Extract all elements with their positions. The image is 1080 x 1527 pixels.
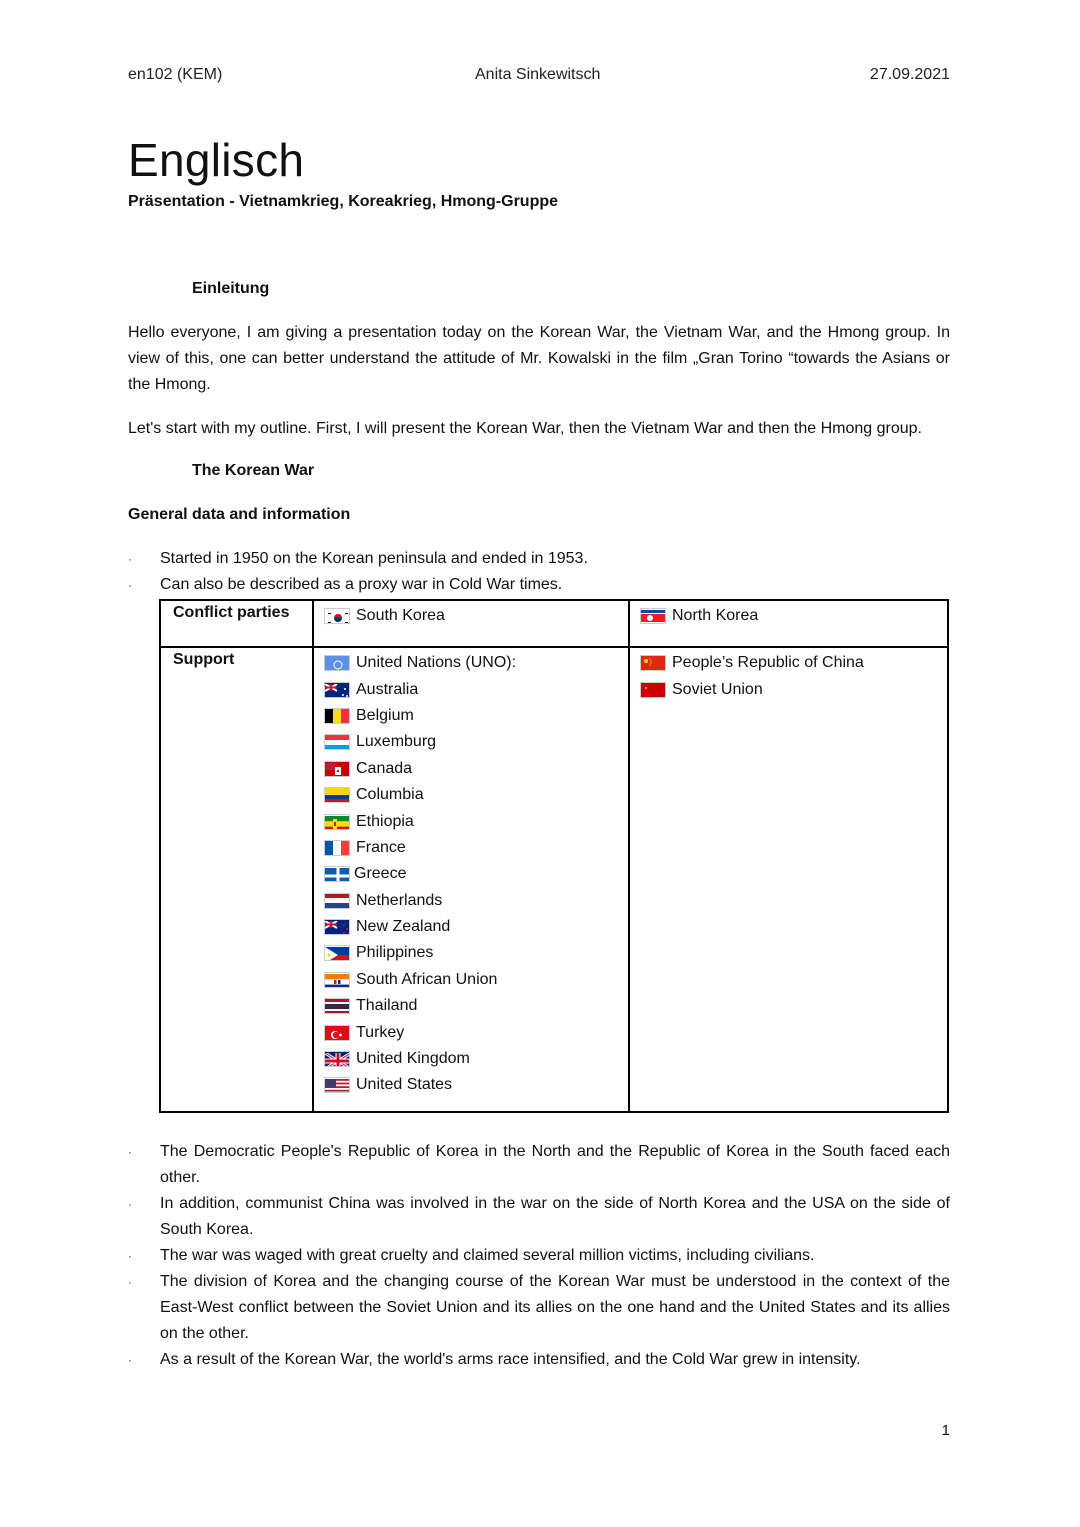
france-flag-icon <box>324 840 350 856</box>
bullet-dot: · <box>128 1197 132 1211</box>
bullet-dot: · <box>128 1275 132 1289</box>
side-a-cell <box>313 600 629 647</box>
list-item: · Started in 1950 on the Korean peninsula and ended in 1953. <box>128 546 950 572</box>
intro-paragraph-2: Let's start with my outline. First, I will present the Korean War, then the Vietnam War and then the Hmong group. <box>128 420 922 437</box>
luxemburg-flag-icon <box>324 734 350 750</box>
philippines-flag-icon <box>324 945 350 961</box>
bullet-dot: · <box>128 1145 132 1159</box>
greece-flag-icon <box>324 866 350 882</box>
united-states-flag-icon <box>324 1077 350 1093</box>
list-item: Ethiopia <box>324 808 628 834</box>
bullet-dot: · <box>128 1353 132 1367</box>
list-item: · In addition, communist China was involved in the war on the side of North Korea and the USA on the side of South Korea. <box>128 1191 950 1243</box>
list-item: Philippines <box>324 940 628 966</box>
ethiopia-flag-icon <box>324 814 350 830</box>
list-item: · The war was waged with great cruelty and claimed several million victims, including civilians. <box>128 1243 950 1269</box>
list-item: Australia <box>324 676 628 702</box>
turkey-flag-icon <box>324 1025 350 1041</box>
intro-paragraph-1: Hello everyone, I am giving a presentation today on the Korean War, the Vietnam War, and the Hmong group. In view of this, one can better understand the attitude of Mr. Kowalski in the film „Gran Torino “towards the Asians or the Hmong. <box>128 324 950 393</box>
intro-heading: Einleitung <box>192 280 270 297</box>
header-course: en102 (KEM) <box>128 66 223 83</box>
list-item: United States <box>324 1072 628 1098</box>
list-item: Greece <box>324 861 628 887</box>
list-item: · Can also be described as a proxy war in Cold War times. <box>128 572 950 598</box>
list-item: Netherlands <box>324 888 628 914</box>
list-item: United Kingdom <box>324 1046 628 1072</box>
support-label: Support <box>160 647 313 1112</box>
new-zealand-flag-icon <box>324 919 350 935</box>
list-item: Soviet Union <box>640 676 947 702</box>
list-item: Belgium <box>324 703 628 729</box>
conflict-parties-table <box>159 599 949 1113</box>
conflict-parties-label: Conflict parties <box>160 600 313 647</box>
list-item: Columbia <box>324 782 628 808</box>
page-subtitle: Präsentation - Vietnamkrieg, Koreakrieg, Hmong-Gruppe <box>128 193 559 210</box>
bullet-list-bottom <box>128 1139 950 1373</box>
general-data-heading: General data and information <box>128 506 351 523</box>
south-korea-flag-icon <box>324 608 350 624</box>
header-date: 27.09.2021 <box>869 66 950 83</box>
canada-flag-icon <box>324 761 350 777</box>
bullet-dot: · <box>128 552 132 566</box>
list-item: United Nations (UNO): <box>324 650 628 676</box>
support-a-cell <box>313 647 629 1112</box>
side-b-cell <box>629 600 948 647</box>
list-item: · The Democratic People's Republic of Korea in the North and the Republic of Korea in the South faced each other. <box>128 1139 950 1191</box>
list-item: · The division of Korea and the changing course of the Korean War must be understood in the context of the East-West conflict between the Soviet Union and its allies on the one hand and the United States and its allies on the other. <box>128 1269 950 1347</box>
list-item: Luxemburg <box>324 729 628 755</box>
belgium-flag-icon <box>324 708 350 724</box>
un-flag-icon <box>324 655 350 671</box>
thailand-flag-icon <box>324 998 350 1014</box>
south-african-union-flag-icon <box>324 972 350 988</box>
columbia-flag-icon <box>324 787 350 803</box>
north-korea-flag-icon <box>640 608 666 624</box>
list-item: · As a result of the Korean War, the world's arms race intensified, and the Cold War grew in intensity. <box>128 1347 950 1373</box>
list-item: Turkey <box>324 1019 628 1045</box>
list-item: Canada <box>324 756 628 782</box>
table-row-support <box>160 647 948 1112</box>
soviet-union-flag-icon <box>640 682 666 698</box>
list-item: People’s Republic of China <box>640 650 947 676</box>
list-item: New Zealand <box>324 914 628 940</box>
table-row-conflict <box>160 600 948 647</box>
list-item: South African Union <box>324 967 628 993</box>
united-kingdom-flag-icon <box>324 1051 350 1067</box>
list-item: France <box>324 835 628 861</box>
bullet-dot: · <box>128 1249 132 1263</box>
list-item: Thailand <box>324 993 628 1019</box>
page-number: 1 <box>941 1422 950 1439</box>
netherlands-flag-icon <box>324 893 350 909</box>
bullet-list-top <box>128 546 950 598</box>
page-title: Englisch <box>128 134 305 186</box>
korean-war-heading: The Korean War <box>192 462 315 479</box>
china-flag-icon <box>640 655 666 671</box>
header-author: Anita Sinkewitsch <box>475 66 601 83</box>
bullet-dot: · <box>128 578 132 592</box>
australia-flag-icon <box>324 682 350 698</box>
list-item: South Korea <box>324 603 628 629</box>
list-item: North Korea <box>640 603 947 629</box>
support-b-cell <box>629 647 948 1112</box>
